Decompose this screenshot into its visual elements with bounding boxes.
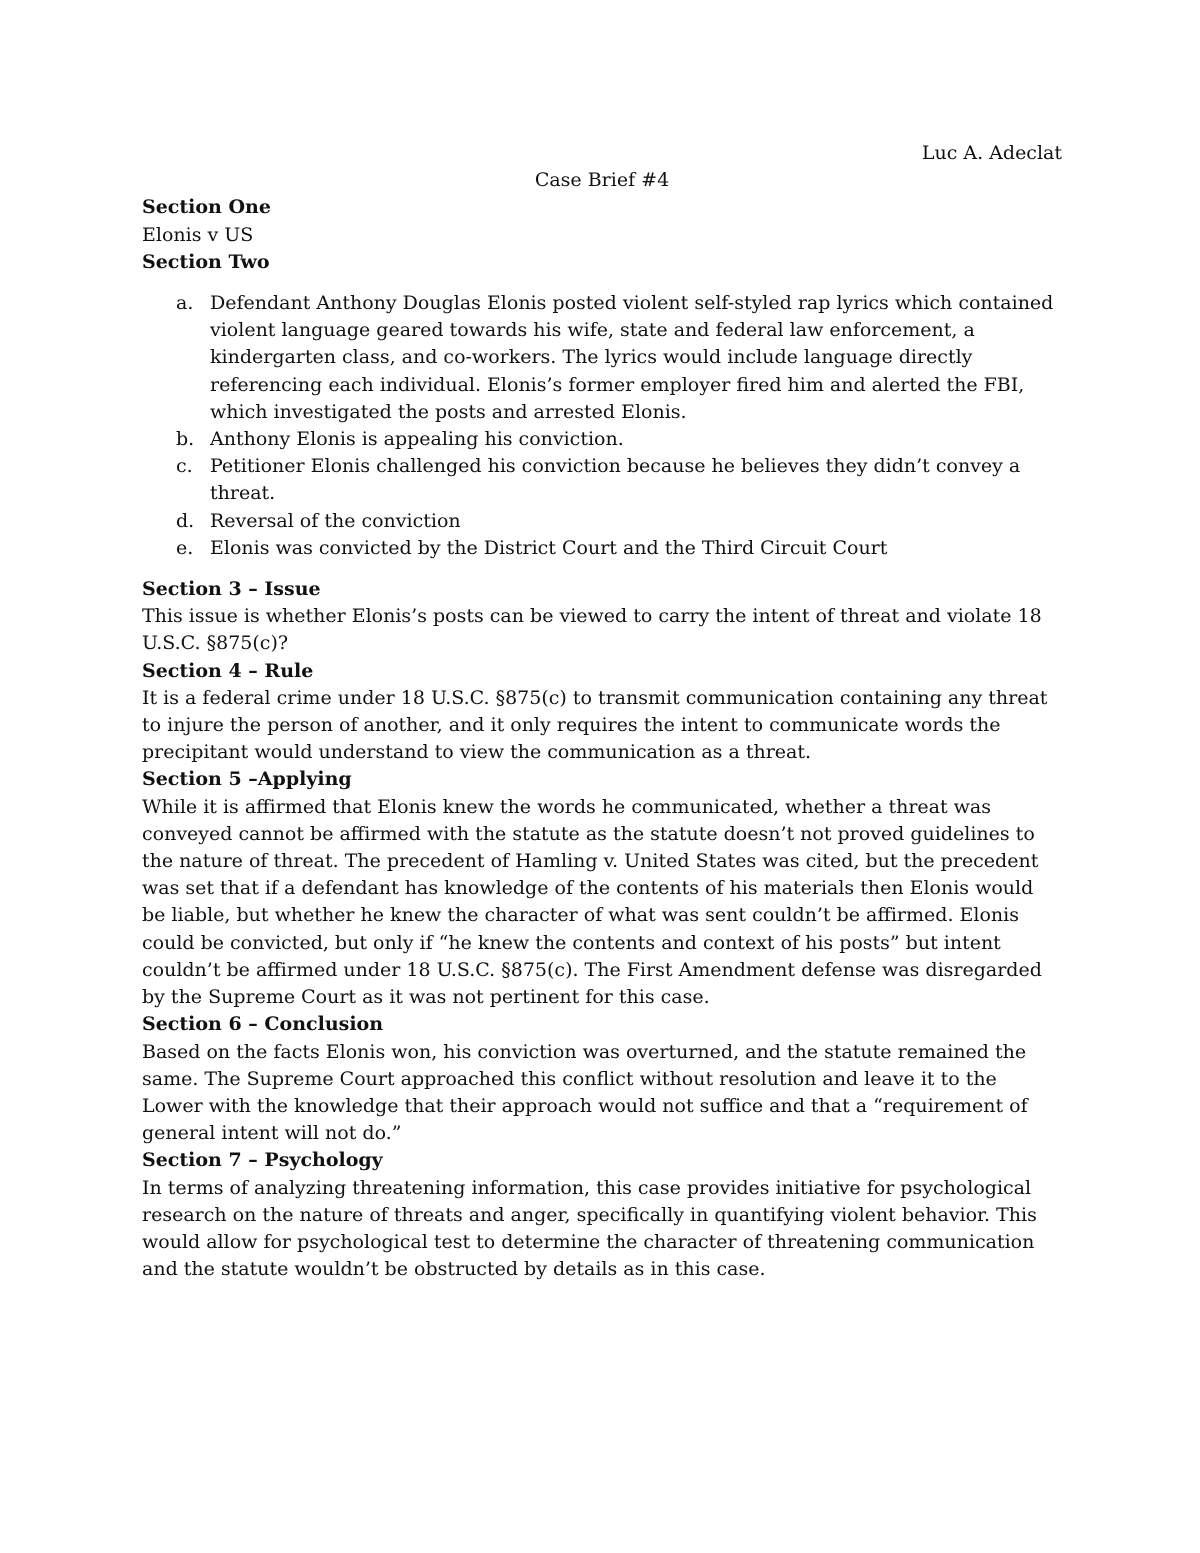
section-two-list: [142, 290, 1062, 562]
list-item: [142, 508, 1062, 535]
section-two-heading: Section Two: [142, 250, 270, 273]
case-name: Elonis v US: [142, 223, 254, 246]
section-seven-heading: Section 7 – Psychology: [142, 1149, 383, 1172]
section-one-heading: Section One: [142, 196, 271, 219]
author-name: Luc A. Adeclat: [921, 142, 1062, 164]
document-page: [142, 140, 1062, 1283]
section-five-heading: Section 5 –Applying: [142, 768, 352, 791]
list-item-text: Defendant Anthony Douglas Elonis posted violent self-styled rap lyrics which contained violent language geared towards his wife, state and federal law enforcement, a kindergarten class, and co-workers. The lyrics would include language directly referencing each individual. Elonis’s former employer fired him and alerted the FBI, which investigated the posts and arrested Elonis.: [210, 292, 1054, 423]
list-item: [142, 426, 1062, 453]
section-five-body: While it is affirmed that Elonis knew the words he communicated, whether a threat was conveyed cannot be affirmed with the statute as the statute doesn’t not proved guidelines to the nature of threat. The precedent of Hamling v. United States was cited, but the precedent was set that if a defendant has knowledge of the contents of his materials then Elonis would be liable, but whether he knew the character of what was sent couldn’t be affirmed. Elonis could be convicted, but only if “he knew the contents and context of his posts” but intent couldn’t be affirmed under 18 U.S.C. §875(c). The First Amendment defense was disregarded by the Supreme Court as it was not pertinent for this case.: [142, 795, 1042, 1009]
list-marker: d.: [176, 509, 195, 532]
list-item: [142, 535, 1062, 562]
section-six-heading: Section 6 – Conclusion: [142, 1013, 384, 1036]
list-marker: c.: [176, 455, 193, 478]
list-item-text: Anthony Elonis is appealing his conviction.: [210, 428, 624, 451]
list-marker: a.: [176, 292, 194, 315]
list-item: [142, 453, 1062, 507]
list-marker: b.: [176, 428, 195, 451]
document-title: Case Brief #4: [534, 169, 670, 192]
list-item-text: Reversal of the conviction: [210, 509, 461, 532]
list-item-text: Petitioner Elonis challenged his conviction because he believes they didn’t convey a threat.: [210, 455, 1021, 505]
list-item: [142, 290, 1062, 426]
section-seven-body: In terms of analyzing threatening information, this case provides initiative for psychological research on the nature of threats and anger, specifically in quantifying violent behavior. This would allow for psychological test to determine the character of threatening communication and the statute wouldn’t be obstructed by details as in this case.: [142, 1176, 1037, 1281]
section-three-heading: Section 3 – Issue: [142, 578, 321, 601]
section-four-body: It is a federal crime under 18 U.S.C. §875(c) to transmit communication containing any threat to injure the person of another, and it only requires the intent to communicate words the precipitant would understand to view the communication as a threat.: [142, 686, 1048, 764]
list-item-text: Elonis was convicted by the District Court and the Third Circuit Court: [210, 536, 888, 559]
list-marker: e.: [176, 536, 194, 559]
section-six-body: Based on the facts Elonis won, his conviction was overturned, and the statute remained the same. The Supreme Court approached this conflict without resolution and leave it to the Lower with the knowledge that their approach would not suffice and that a “requirement of general intent will not do.”: [142, 1040, 1028, 1145]
section-four-heading: Section 4 – Rule: [142, 659, 314, 682]
section-three-body: This issue is whether Elonis’s posts can be viewed to carry the intent of threat and violate 18 U.S.C. §875(c)?: [142, 605, 1042, 655]
